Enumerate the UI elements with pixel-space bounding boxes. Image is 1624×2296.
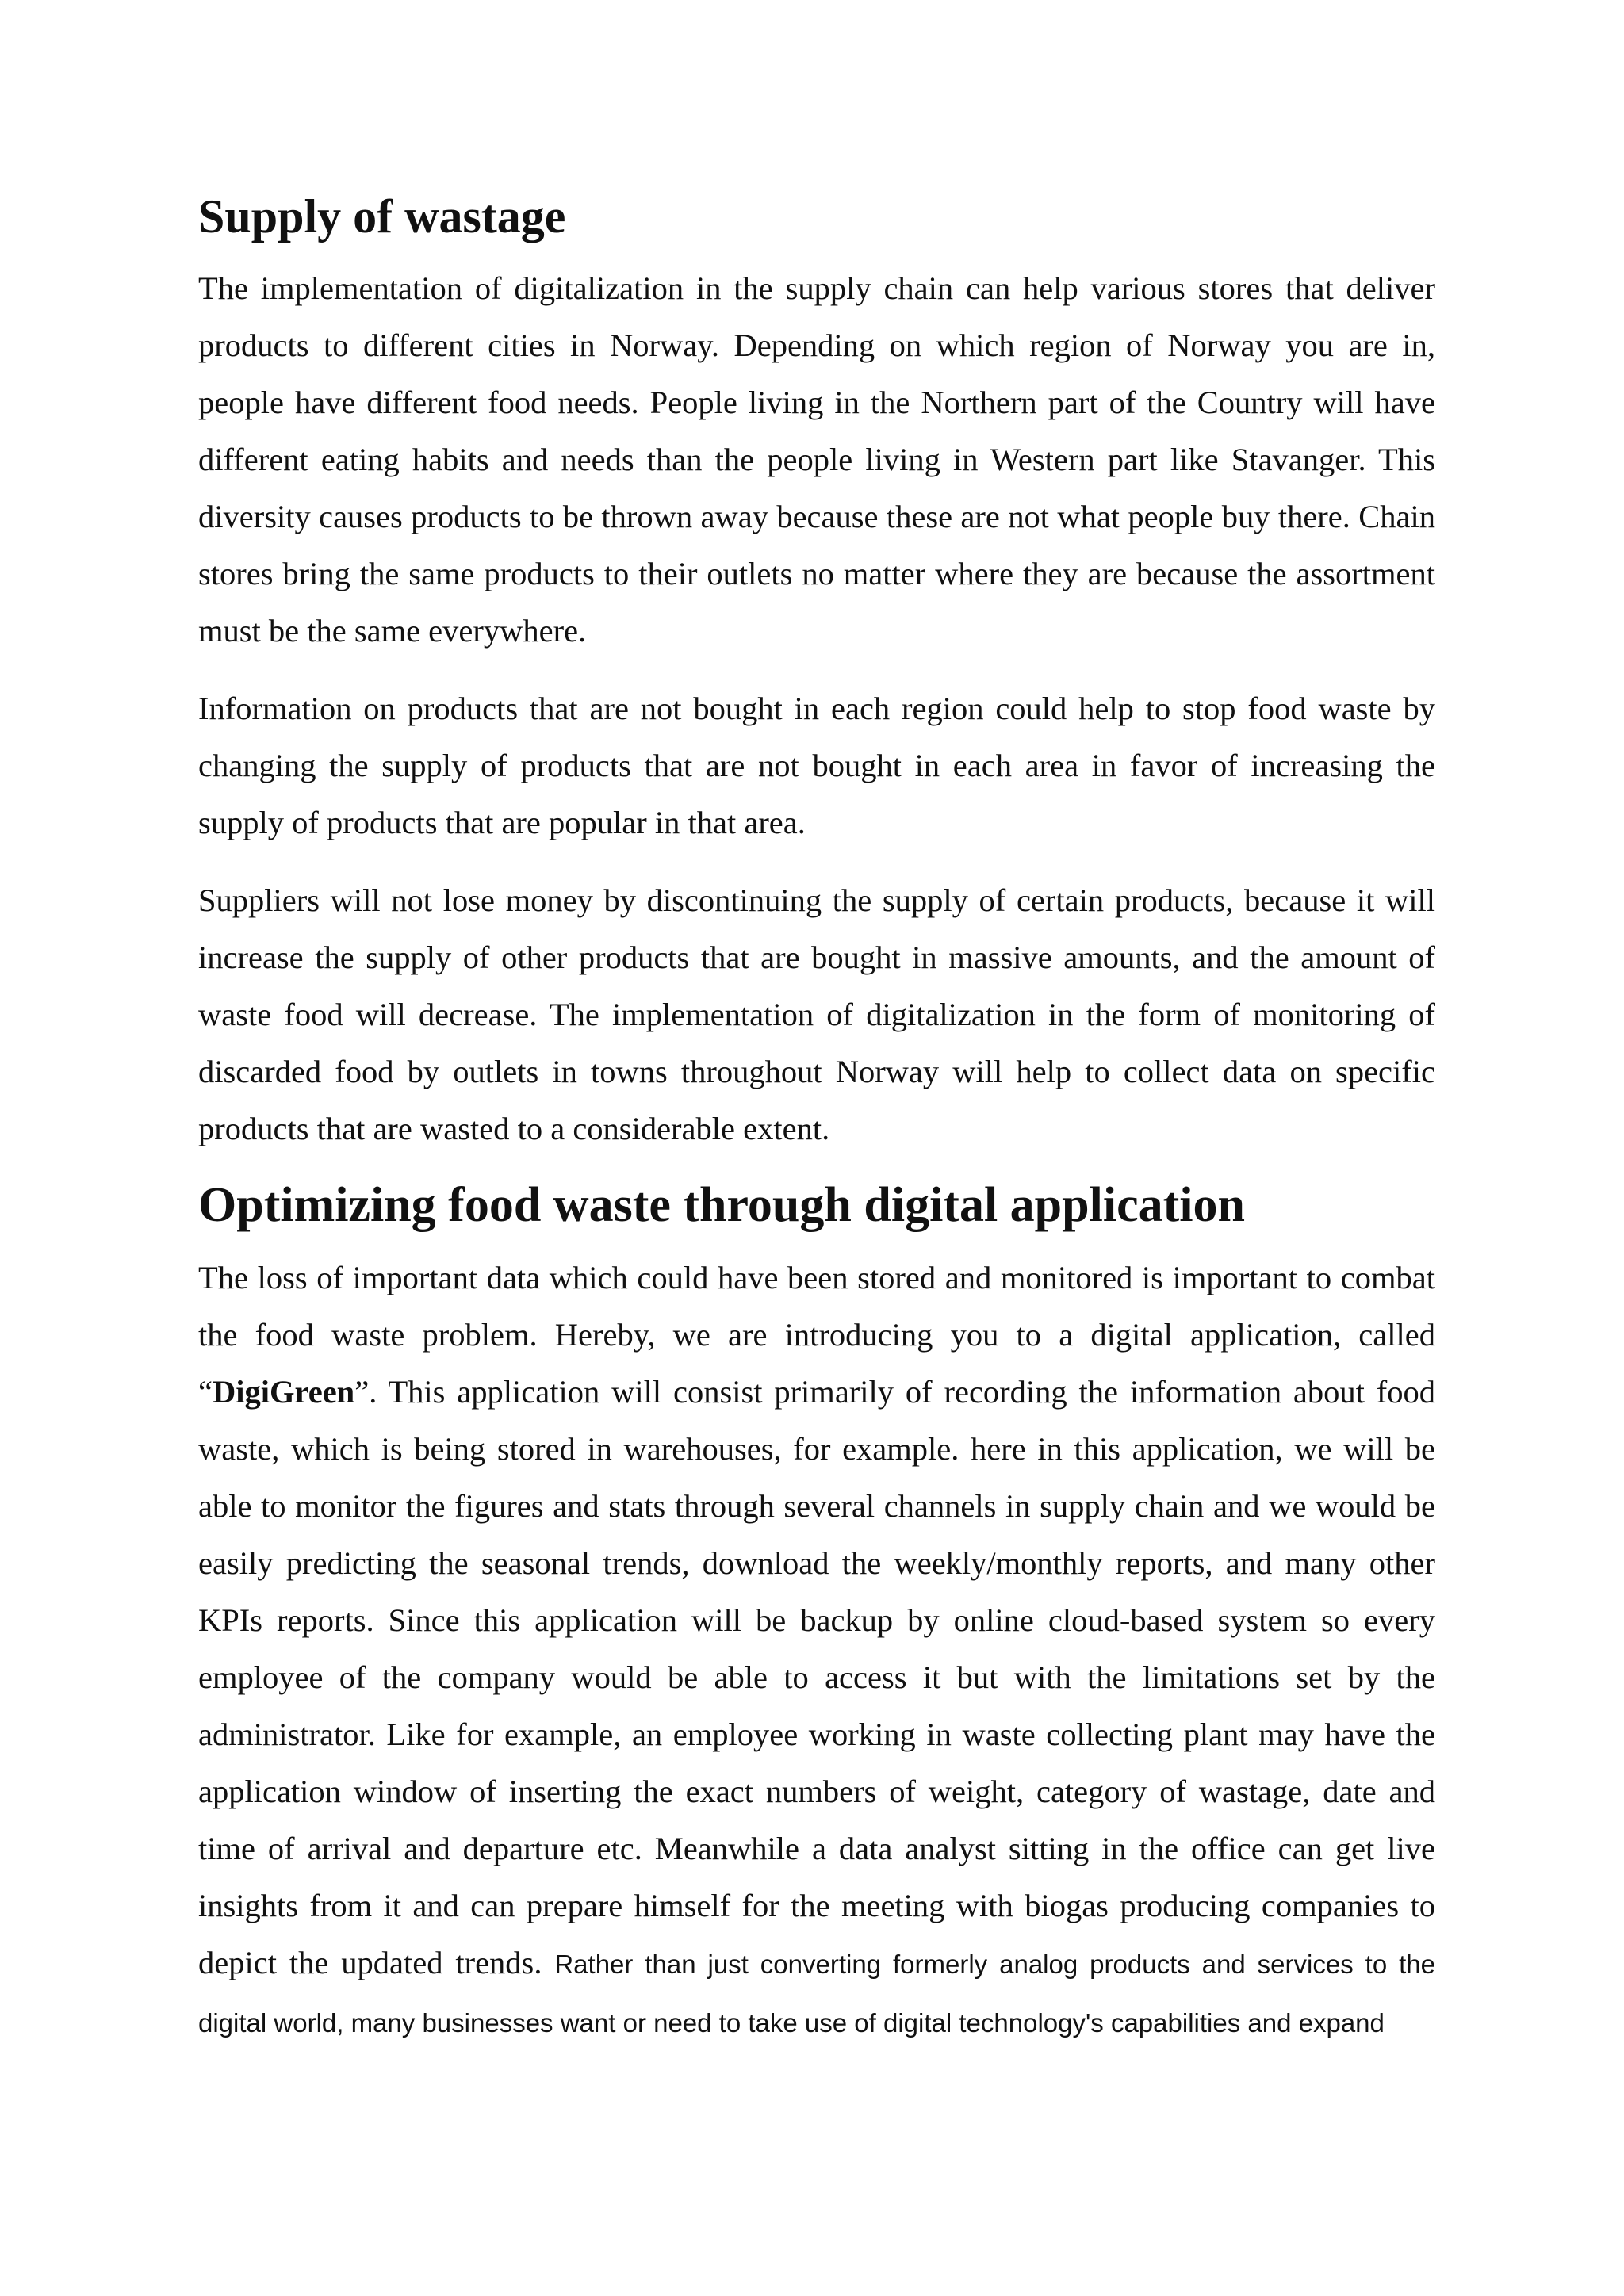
- paragraph-optimizing-1: [198, 1249, 1435, 2052]
- section-heading-optimizing-food-waste: Optimizing food waste through digital application: [198, 1178, 1245, 1232]
- paragraph-text-intro: The loss of important data which could have been stored and monitored is important to combat the food waste problem. Hereby, we are introducing you to a digital application, called “: [198, 1260, 1435, 1410]
- document-page: [198, 190, 1435, 2072]
- section-heading-supply-of-wastage: Supply of wastage: [198, 190, 566, 243]
- paragraph-text-body: ”. This application will consist primarily of recording the information about food waste, which is being stored in warehouses, for example. here in this application, we will be able to monitor the figures and stats through several channels in supply chain and we would be easily predicting the seasonal trends, download the weekly/monthly reports, and many other KPIs reports. Since this application will be backup by online cloud-based system so every employee of the company would be able to access it but with the limitations set by the administrator. Like for example, an employee working in waste collecting plant may have the application window of inserting the exact numbers of weight, category of wastage, date and time of arrival and departure etc. Meanwhile a data analyst sitting in the office can get live insights from it and can prepare himself for the meeting with biogas producing companies to depict the updated trends.: [198, 1374, 1435, 1981]
- paragraph-supply-2: Information on products that are not bought in each region could help to stop food waste by changing the supply of products that are not bought in each area in favor of increasing the supply of products that are popular in that area.: [198, 691, 1435, 840]
- paragraph-text-sans-tail: Rather than just converting formerly analog products and services to the digital world, many businesses want or need to take use of digital technology's capabilities and expand: [198, 1950, 1435, 2038]
- paragraph-supply-1: The implementation of digitalization in the supply chain can help various stores that deliver products to different cities in Norway. Depending on which region of Norway you are in, people have different food needs. People living in the Northern part of the Country will have different eating habits and needs than the people living in Western part like Stavanger. This diversity causes products to be thrown away because these are not what people buy there. Chain stores bring the same products to their outlets no matter where they are because the assortment must be the same everywhere.: [198, 270, 1435, 649]
- brand-name-digigreen: DigiGreen: [212, 1374, 355, 1410]
- paragraph-supply-3: Suppliers will not lose money by discontinuing the supply of certain products, because it will increase the supply of other products that are bought in massive amounts, and the amount of waste food will decrease. The implementation of digitalization in the form of monitoring of discarded food by outlets in towns throughout Norway will help to collect data on specific products that are wasted to a considerable extent.: [198, 882, 1435, 1146]
